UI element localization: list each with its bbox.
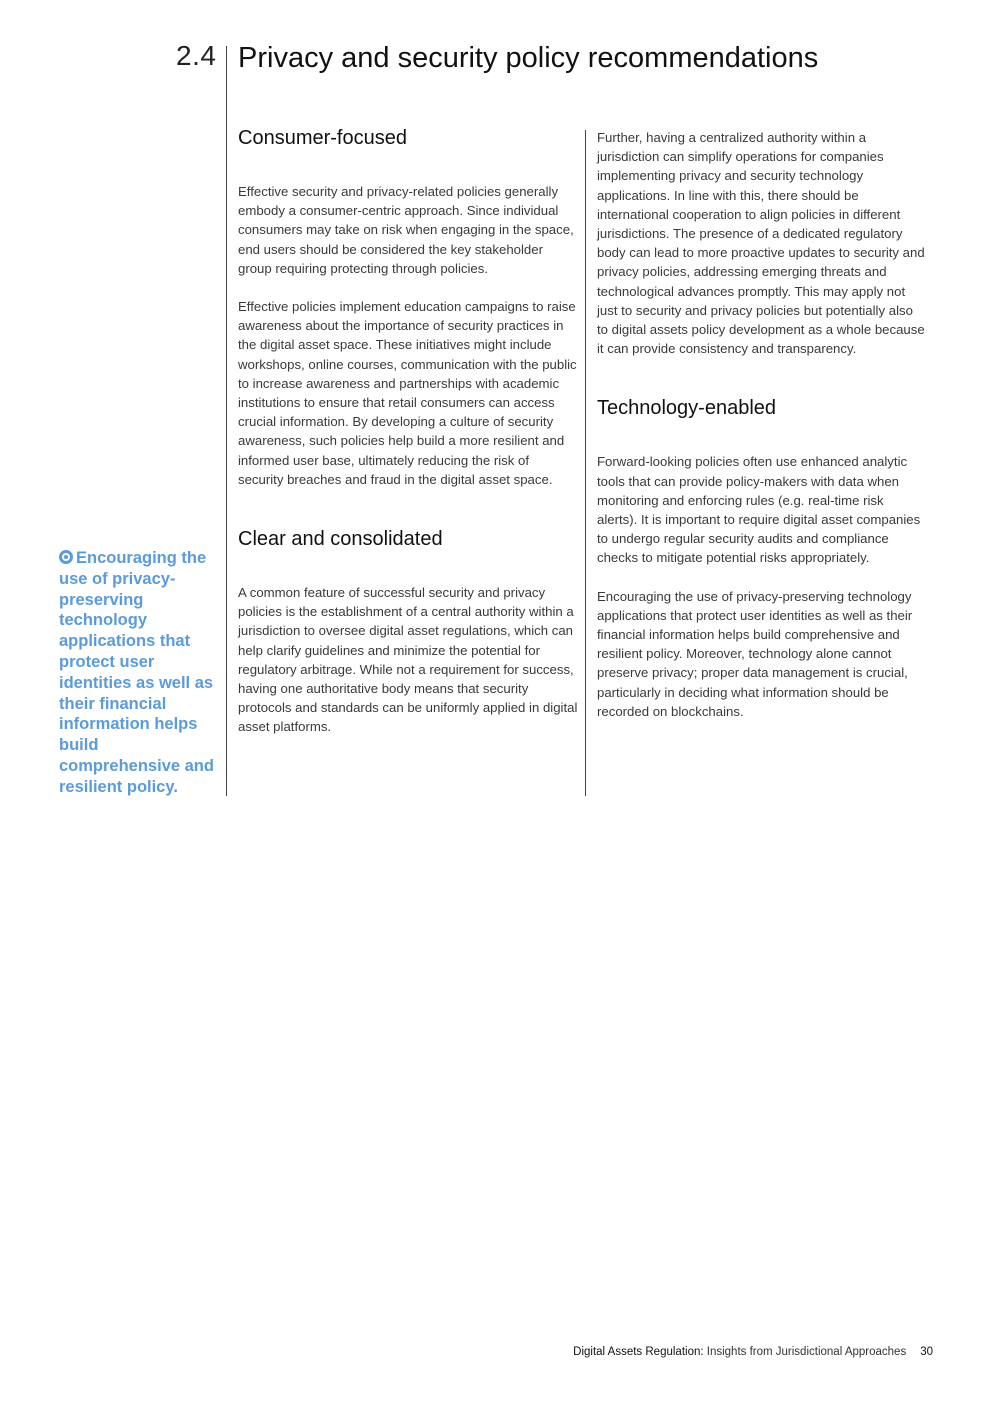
footer-report-title: Insights from Jurisdictional Approaches xyxy=(703,1346,907,1358)
right-column xyxy=(597,128,927,721)
paragraph-analytic-tools: Forward-looking policies often use enhanced analytic tools that can provide policy-makers with data when monitoring and enforcing rules (e.g. real-time risk alerts). It is important to require digital asset companies to undergo regular security audits and compliance checks to mitigate potential risks appropriately. xyxy=(597,454,921,566)
paragraph-education-campaigns: Effective policies implement education campaigns to raise awareness about the importance of security practices in the digital asset space. These initiatives might include workshops, online courses, communication with the public to increase awareness and partnerships with academic institutions to ensure that retail consumers can access crucial information. By developing a culture of security awareness, such policies help build a more resilient and informed user base, ultimately reducing the risk of security breaches and fraud in the digital asset space. xyxy=(238,299,577,487)
left-column xyxy=(238,124,578,737)
page-number: 30 xyxy=(920,1346,933,1358)
column-divider xyxy=(585,130,586,796)
pull-quote xyxy=(59,548,219,798)
paragraph-central-authority: A common feature of successful security and privacy policies is the establishment of a central authority within a jurisdiction to oversee digital asset regulations, which can help clarify guidelines and minimize the potential for regulatory arbitrage. While not a requirement for success, having one authoritative body means that security protocols and standards can be uniformly applied in digital asset platforms. xyxy=(238,585,578,735)
paragraph-privacy-preserving: Encouraging the use of privacy-preserving technology applications that protect user identities as well as their financial information helps build comprehensive and resilient policy. Moreover, technology alone cannot preserve privacy; proper data management is crucial, particularly in deciding what information should be recorded on blockchains. xyxy=(597,588,913,719)
page-footer xyxy=(573,1346,933,1358)
page-title: Privacy and security policy recommendations xyxy=(238,42,819,74)
quote-icon xyxy=(59,550,73,564)
footer-report-title-bold: Digital Assets Regulation: xyxy=(573,1346,704,1358)
heading-clear-consolidated: Clear and consolidated xyxy=(238,528,443,551)
section-divider-vertical xyxy=(226,46,227,796)
paragraph-centralized-authority: Further, having a centralized authority within a jurisdiction can simplify operations for companies implementing privacy and security technology applications. In line with this, there should be international cooperation to align policies in different jurisdictions. The presence of a dedicated regulatory body can lead to more proactive updates to security and privacy policies, addressing emerging threats and technological advances promptly. This may apply not just to security and privacy policies but potentially also to digital assets policy development as a whole because it can provide consistency and transparency. xyxy=(597,130,925,357)
section-number: 2.4 xyxy=(176,40,217,71)
heading-consumer-focused: Consumer-focused xyxy=(238,127,407,149)
paragraph-consumer-centric: Effective security and privacy-related policies generally embody a consumer-centric approach. Since individual consumers may take on risk when engaging in the space, end users should be considered the key stakeholder group requiring protecting through policies. xyxy=(238,184,574,276)
pull-quote-text: Encouraging the use of privacy-preserving technology applications that protect user identities as well as their financial information helps build comprehensive and resilient policy. xyxy=(59,549,214,796)
heading-technology-enabled: Technology-enabled xyxy=(597,397,777,420)
